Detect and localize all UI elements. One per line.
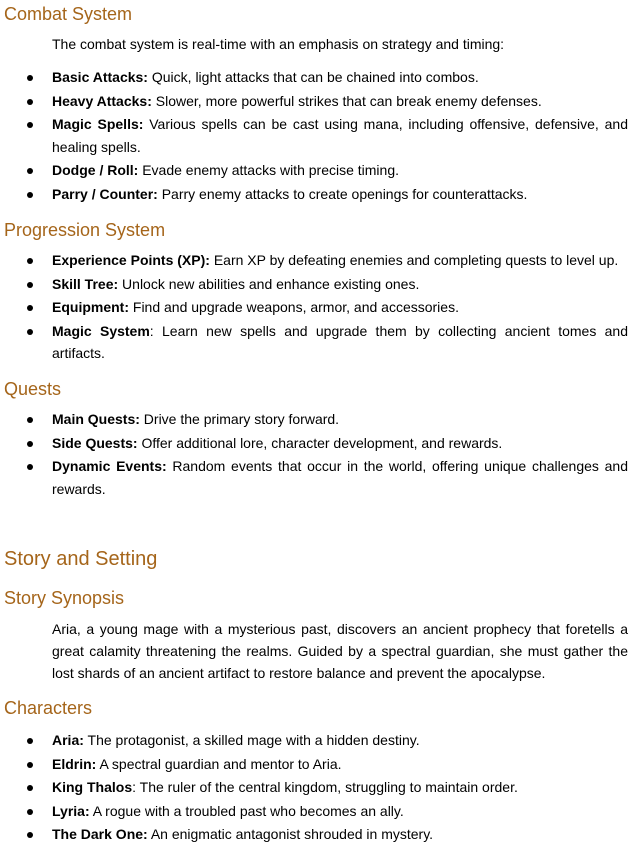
item-text: Random events that occur in the world, offering unique challenges and rewards. <box>52 458 628 497</box>
item-text: Evade enemy attacks with precise timing. <box>138 162 399 178</box>
bullet-icon <box>27 168 33 174</box>
item-text: Find and upgrade weapons, armor, and accessories. <box>129 299 459 315</box>
bullet-icon <box>27 785 33 791</box>
item-term: Dynamic Events: <box>52 458 167 474</box>
item-text: : Learn new spells and upgrade them by collecting ancient tomes and artifacts. <box>52 322 628 361</box>
item-text: Earn XP by defeating enemies and completing quests to level up. <box>209 252 619 268</box>
item-term: King Thalos <box>52 779 133 795</box>
item-text: The protagonist, a skilled mage with a hidden destiny. <box>83 732 420 748</box>
item-term: Side Quests: <box>52 434 138 451</box>
combat-intro: The combat system is real-time with an emphasis on strategy and timing: <box>52 36 505 52</box>
list-item <box>0 320 628 365</box>
list-item <box>0 249 628 272</box>
list-item <box>0 159 628 182</box>
list-item <box>0 66 628 89</box>
item-text: Parry enemy attacks to create openings for counterattacks. <box>157 185 528 202</box>
progression-system-heading: Progression System <box>4 220 166 240</box>
bullet-icon <box>27 464 33 470</box>
quests-list <box>0 408 628 501</box>
item-term: The Dark One: <box>52 826 148 842</box>
item-term: Aria: <box>52 732 84 748</box>
item-term: Equipment: <box>52 299 129 315</box>
characters-heading: Characters <box>4 698 93 718</box>
bullet-icon <box>27 75 33 81</box>
item-text: Quick, light attacks that can be chained into combos. <box>147 69 479 85</box>
bullet-icon <box>27 122 33 128</box>
list-item <box>0 183 628 206</box>
item-term: Dodge / Roll: <box>52 162 139 178</box>
bullet-icon <box>27 809 33 815</box>
item-term: Lyria: <box>52 802 90 819</box>
item-text: An enigmatic antagonist shrouded in mystery. <box>147 826 434 842</box>
bullet-icon <box>27 832 33 838</box>
list-item <box>0 273 628 296</box>
bullet-icon <box>27 441 33 447</box>
item-text: Slower, more powerful strikes that can break enemy defenses. <box>151 92 542 109</box>
item-text: A spectral guardian and mentor to Aria. <box>96 755 342 772</box>
story-synopsis-text: Aria, a young mage with a mysterious past, discovers an ancient prophecy that foretells a great calamity threatening the realms. Guided by a spectral guardian, she must gather the lost shards of an ancient artifact to restore balance and prevent the apocalypse. <box>52 621 628 681</box>
characters-list <box>0 729 628 847</box>
item-term: Magic Spells: <box>52 116 144 132</box>
bullet-icon <box>27 329 33 335</box>
item-term: Basic Attacks: <box>52 69 148 85</box>
item-term: Parry / Counter: <box>52 185 158 202</box>
progression-list <box>0 249 628 366</box>
list-item <box>0 455 628 500</box>
bullet-icon <box>27 99 33 105</box>
bullet-icon <box>27 738 33 744</box>
item-term: Eldrin: <box>52 755 97 772</box>
item-text: Various spells can be cast using mana, including offensive, defensive, and healing spells. <box>52 116 628 155</box>
item-term: Main Quests: <box>52 411 140 427</box>
list-item <box>0 296 628 319</box>
bullet-icon <box>27 305 33 311</box>
item-term: Heavy Attacks: <box>52 92 152 109</box>
list-item <box>0 408 628 431</box>
item-term: Experience Points (XP): <box>52 252 210 268</box>
story-and-setting-heading: Story and Setting <box>4 548 158 570</box>
list-item <box>0 753 628 776</box>
list-item <box>0 432 628 455</box>
list-item <box>0 823 628 846</box>
item-text: Offer additional lore, character development, and rewards. <box>137 434 503 451</box>
item-text: Unlock new abilities and enhance existing ones. <box>118 275 420 292</box>
bullet-icon <box>27 417 33 423</box>
bullet-icon <box>27 192 33 198</box>
bullet-icon <box>27 282 33 288</box>
item-term: Magic System <box>52 322 150 339</box>
list-item <box>0 90 628 113</box>
bullet-icon <box>27 762 33 768</box>
list-item <box>0 800 628 823</box>
combat-list <box>0 66 628 206</box>
item-text: A rogue with a troubled past who becomes an ally. <box>89 802 404 819</box>
combat-system-heading: Combat System <box>4 4 133 24</box>
item-text: Drive the primary story forward. <box>139 411 340 427</box>
item-text: : The ruler of the central kingdom, struggling to maintain order. <box>132 779 518 795</box>
item-term: Skill Tree: <box>52 275 119 292</box>
bullet-icon <box>27 258 33 264</box>
list-item <box>0 729 628 752</box>
story-synopsis-heading: Story Synopsis <box>4 588 125 608</box>
list-item <box>0 113 628 158</box>
quests-heading: Quests <box>4 379 62 399</box>
list-item <box>0 776 628 799</box>
